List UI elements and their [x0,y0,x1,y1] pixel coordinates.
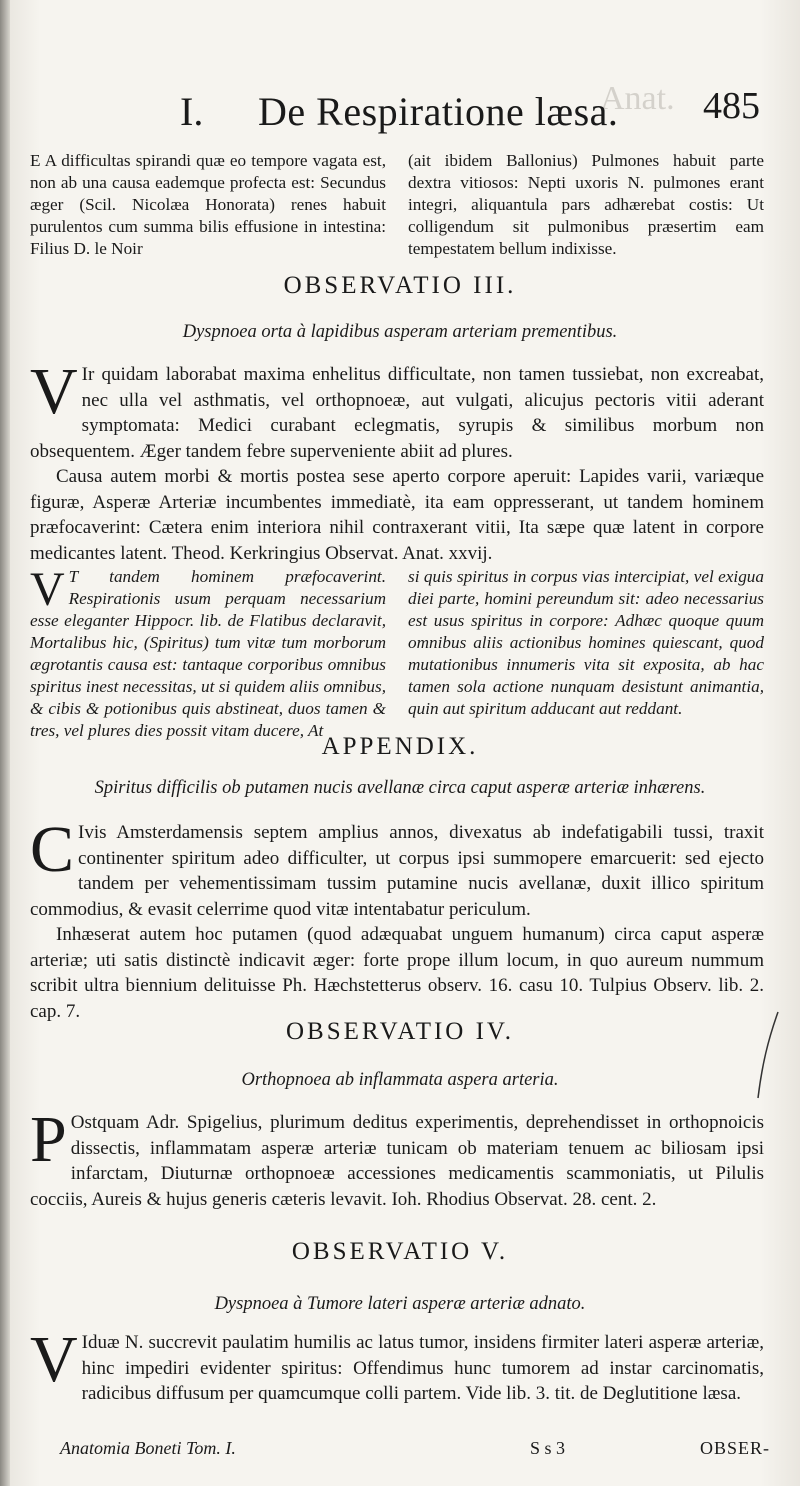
appendix-subheading: Spiritus difficilis ob putamen nucis avellanæ circa caput asperæ arteriæ inhærens. [94,778,706,798]
obs3-body [30,355,764,566]
obs4-subheading: Orthopnoea ab inflammata aspera arteria. [241,1070,559,1090]
catchword: OBSER- [699,1438,770,1458]
running-head [30,78,760,138]
appendix-paragraph-2: Inhæserat autem hoc putamen (quod adæquabat unguem humanum) circa caput asperæ arteriæ; uti satis distinctè indicavit æger: forte prope illum locum, in quo aureum nummum scribit ultra biennium delituisse Ph. Hæchstetterus observ. 16. casu 10. Tulpius Observ. lib. 2. cap. 7. [30,924,764,1022]
obs3-heading: OBSERVATIO III. [283,272,517,299]
page-footer [60,1438,770,1466]
obs3-paragraph-1-text: Ir quidam laborabat maxima enhelitus difficultate, non tamen tussiebat, non excreabat, nec ulla vel asthmatis, vel orthopnoeæ, aut vulgati, alicujus pectoris vitii aderant symptomata: Medici curabant eclegmatis, syrupis & similibus morbum non obsequentem. Æger tandem febre superveniente abiit ad plures. [30,364,764,462]
obs4-heading: OBSERVATIO IV. [286,1018,514,1045]
obs3-paragraph-2: Causa autem morbi & mortis postea sese aperto corpore aperuit: Lapides varii, variæque figuræ, Asperæ Arteriæ incumbentes immediatè, ita eam oppresserant, ut tandem hominem præfocaverint: Cætera enim interiora nihil contraxerant vitii, Ita sæpe quæ latent in corpore medicantes latent. Theod. Kerkringius Observat. Anat. xxvij. [30,466,764,564]
appendix-heading: APPENDIX. [321,733,479,760]
intro-left-column: E A difficultas spirandi quæ eo tempore vagata est, non ab una causa eademque profecta est: Secundus æger (Scil. Nicolæa Honorata) renes habuit purulentos cum summa bilis effusione in intestina: Filius D. le Noir [30,151,386,258]
appendix-paragraph-1 [30,813,764,922]
scholium-left-text: T tandem hominem præfocaverint. Respirationis usum perquam necessarium esse eleganter Hippocr. lib. de Flatibus declaravit, Mortalibus hic, (Spiritus) tum vitæ tum morborum ægrotantis causa est: tantaque corporibus omnibus spiritus inest necessitas, ut si quidem aliis omnibus, & cibis & potionibus quis abstineat, duos tamen & tres, vel plures dies possit vitam ducere, At [30,567,386,740]
obs4-paragraph-1-text: Ostquam Adr. Spigelius, plurimum deditus experimentis, deprehendisset in orthopnoicis dissectis, inflammatam asperæ arteriæ tunicam ob materiam tenuem ac biliosam ipsi infarctam, Diuturnæ orthopnoeæ accessiones medicamentis scammoniatis, ut Pilulis cocciis, Aureis & hujus generis cæteris levavit. Ioh. Rhodius Observat. 28. cent. 2. [30,1112,764,1210]
obs5-body [30,1323,764,1407]
scholium-right-column: si quis spiritus in corpus vias intercipiat, vel exigua diei parte, homini pereundum sit: adeo necessarius est usus spiritus in corpore: Adhæc quoque quum omnibus aliis actionibus homines quiescant, quod mutationibus innumeris vita sit exposita, ab hac tamen sola actione nunquam desistunt animantia, quin aut spiritum adducant aut reddant. [408,567,764,718]
obs5-paragraph-1-text: Iduæ N. succrevit paulatim humilis ac latus tumor, insidens firmiter lateri asperæ arteriæ, hinc impediri evidenter spiritus: Offendimus hunc tumorem ad instar carcinomatis, radicibus diffusum per quamcumque colli partem. Vide lib. 3. tit. de Deglutitione læsa. [81,1332,764,1404]
bleed-through-text: Anat. [600,80,675,117]
obs4-body [30,1103,764,1212]
obs5-heading: OBSERVATIO V. [291,1238,509,1265]
obs5-paragraph-1 [30,1323,764,1407]
scholium-left-column [30,563,386,742]
obs5-dropcap: V [30,1323,78,1396]
obs4-dropcap: P [30,1103,67,1176]
obs4-paragraph-1 [30,1103,764,1212]
obs5-subheading: Dyspnoea à Tumore lateri asperæ arteriæ adnato. [214,1294,586,1314]
page-number: 485 [703,85,760,127]
intro-columns [30,150,764,260]
obs3-subheading: Dyspnoea orta à lapidibus asperam arteriam prementibus. [182,322,618,342]
running-head-title: De Respiratione læsa. [258,89,619,134]
obs3-dropcap: V [30,355,78,428]
running-head-mark: I. [180,89,204,134]
appendix-body [30,813,764,1024]
appendix-paragraph-1-text: Ivis Amsterdamensis septem amplius annos, divexatus ab indefatigabili tussi, traxit continenter spiritum adeo difficulter, ut corpus ipsi summopere emarcuerit: sed ejecto tandem per vehementissimam tussim putamine nucis avellanæ, duxit illico spiritum commodius, & evasit celerrime quod vitæ intentabatur periculum. [30,822,764,920]
appendix-dropcap: C [30,813,75,886]
footer-title: Anatomia Boneti Tom. I. [60,1438,236,1458]
signature-mark: S s 3 [530,1438,566,1458]
scholium-dropcap: V [30,563,65,616]
scholium-columns [30,563,764,742]
obs3-paragraph-1 [30,355,764,464]
intro-right-column: (ait ibidem Ballonius) Pulmones habuit parte dextra vitiosos: Nepti uxoris N. pulmones erant integri, aliquantula pars adhærebat costis: Ut colligendum sit pulmonibus præsertim eam tempestatem bellum indixisse. [408,151,764,258]
pen-mark-icon [756,1010,780,1100]
